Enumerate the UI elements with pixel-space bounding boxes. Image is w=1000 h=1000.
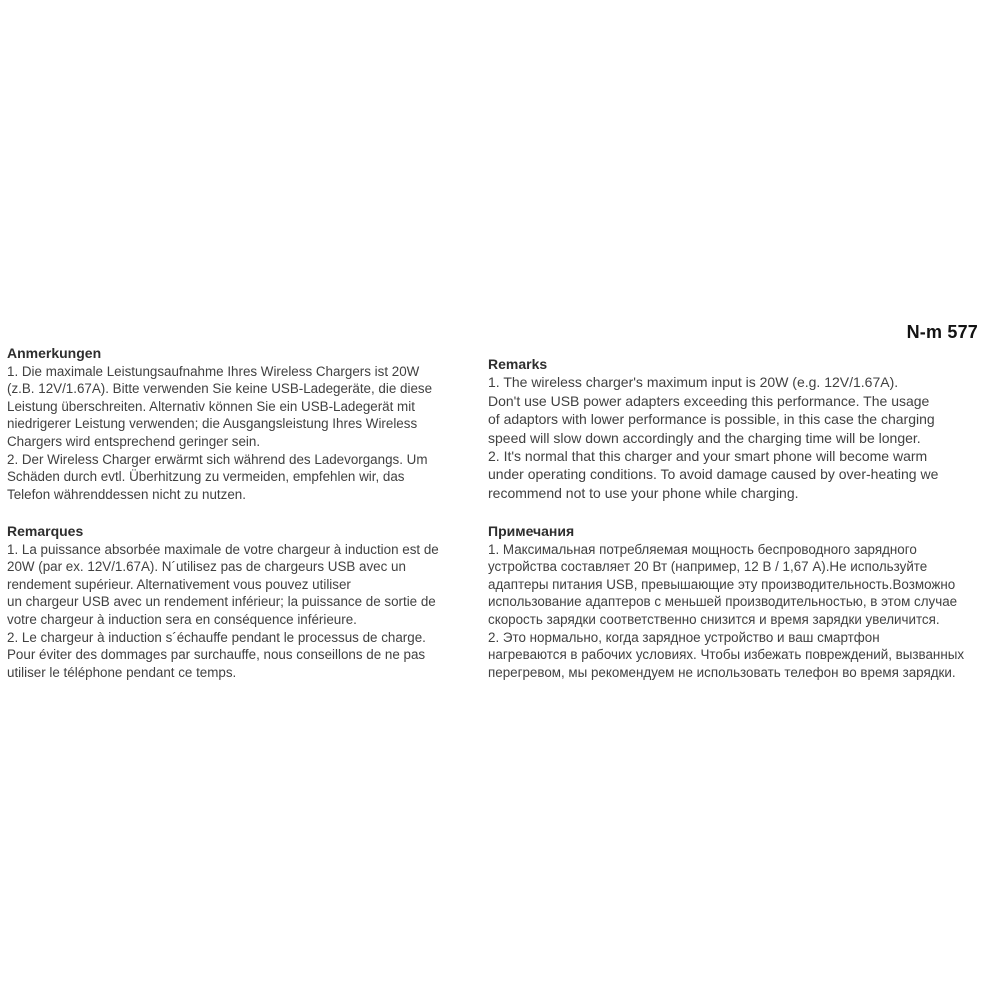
text-line: recommend not to use your phone while charging.: [488, 484, 799, 501]
text-line: устройства составляет 20 Вт (например, 12 В / 1,67 А).Не используйте: [488, 559, 928, 575]
text-line: of adaptors with lower performance is possible, in this case the charging: [488, 411, 935, 428]
section-french: [7, 523, 485, 681]
text-line: 1. Максимальная потребляемая мощность беспроводного зарядного: [488, 541, 917, 557]
section-body-german: [7, 363, 485, 504]
text-line: Telefon währenddessen nicht zu nutzen.: [7, 486, 246, 502]
text-line: un chargeur USB avec un rendement inférieur; la puissance de sortie de: [7, 594, 436, 610]
section-heading-english: Remarks: [488, 356, 548, 372]
text-line: rendement supérieur. Alternativement vous pouvez utiliser: [7, 576, 351, 592]
text-line: 2. Der Wireless Charger erwärmt sich während des Ladevorgangs. Um: [7, 451, 428, 467]
text-line: under operating conditions. To avoid damage caused by over-heating we: [488, 466, 939, 483]
text-line: 1. La puissance absorbée maximale de votre chargeur à induction est de: [7, 541, 439, 557]
section-german: [7, 345, 485, 503]
text-line: 1. Die maximale Leistungsaufnahme Ihres Wireless Chargers ist 20W: [7, 363, 420, 379]
text-line: использование адаптеров с меньшей производительностью, в этом случае: [488, 594, 958, 610]
text-line: адаптеры питания USB, превышающие эту производительность.Возможно: [488, 576, 956, 592]
section-english: [488, 355, 993, 502]
text-line: Pour éviter des dommages par surchauffe, nous conseillons de ne pas: [7, 647, 426, 663]
text-line: 20W (par ex. 12V/1.67A). N´utilisez pas de chargeurs USB avec un: [7, 559, 406, 575]
section-body-french: [7, 541, 485, 682]
section-body-english: [488, 373, 993, 502]
text-line: Schäden durch evtl. Überhitzung zu vermeiden, empfehlen wir, das: [7, 469, 405, 485]
text-line: speed will slow down accordingly and the charging time will be longer.: [488, 429, 921, 446]
text-line: 2. Le chargeur à induction s´échauffe pendant le processus de charge.: [7, 629, 426, 645]
text-line: 1. The wireless charger's maximum input is 20W (e.g. 12V/1.67A).: [488, 374, 899, 391]
text-line: Leistung überschreiten. Alternativ können Sie ein USB-Ladegerät mit: [7, 398, 415, 414]
text-line: niedrigerer Leistung verwenden; die Ausgangsleistung Ihres Wireless: [7, 416, 418, 432]
text-line: перегревом, мы рекомендуем не использовать телефон во время зарядки.: [488, 664, 956, 680]
text-line: Don't use USB power adapters exceeding this performance. The usage: [488, 392, 930, 409]
text-line: 2. Это нормально, когда зарядное устройство и ваш смартфон: [488, 629, 880, 645]
section-heading-russian: Примечания: [488, 523, 575, 539]
text-line: votre chargeur à induction sera en conséquence inférieure.: [7, 611, 357, 627]
model-number: N-m 577: [906, 322, 978, 342]
section-body-russian: [488, 541, 993, 682]
section-russian: [488, 523, 993, 681]
section-heading-german: Anmerkungen: [7, 345, 102, 361]
text-line: Chargers wird entsprechend geringer sein.: [7, 433, 261, 449]
section-heading-french: Remarques: [7, 523, 84, 539]
text-line: utiliser le téléphone pendant ce temps.: [7, 664, 237, 680]
text-line: скорость зарядки соответственно снизится и время зарядки увеличится.: [488, 611, 940, 627]
text-line: 2. It's normal that this charger and your smart phone will become warm: [488, 448, 928, 465]
text-line: нагреваются в рабочих условиях. Чтобы избежать повреждений, вызванных: [488, 647, 965, 663]
text-line: (z.B. 12V/1.67A). Bitte verwenden Sie keine USB-Ladegeräte, die diese: [7, 381, 433, 397]
